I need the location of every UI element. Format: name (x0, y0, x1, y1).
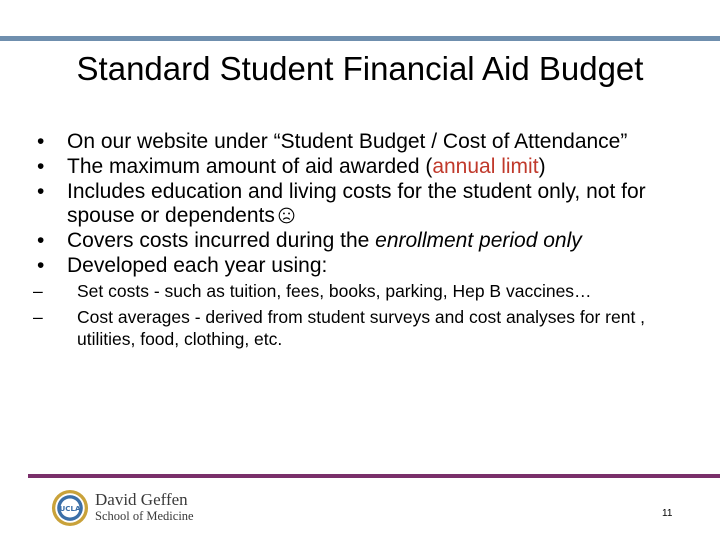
bullet-text-before: Covers costs incurred during the (67, 229, 376, 252)
bullet-marker: • (37, 155, 45, 178)
bullet-item (36, 229, 696, 253)
bullet-marker: • (37, 229, 45, 252)
slide-title: Standard Student Financial Aid Budget (76, 50, 644, 87)
logo-text (95, 491, 194, 525)
bullet-marker: • (37, 130, 45, 153)
bullet-item (36, 130, 696, 154)
slide-body (33, 130, 696, 354)
annual-limit-highlight: annual limit (432, 155, 539, 178)
page-number: 11 (662, 508, 673, 519)
logo-line2: School of Medicine (95, 509, 194, 523)
frown-icon (278, 207, 295, 224)
bullet-item (36, 180, 696, 228)
bullet-text: Developed each year using: (67, 254, 328, 277)
bullet-text-after: ) (538, 155, 546, 178)
bullet-text: Includes education and living costs for the student only, not for spouse or dependents (67, 180, 646, 227)
sub-bullet-text: Set costs - such as tuition, fees, books, parking, Hep B vaccines… (77, 281, 592, 301)
sub-bullet-list (33, 280, 696, 350)
bullet-item (36, 155, 696, 179)
ucla-seal-icon (51, 489, 89, 527)
sub-bullet-marker: – (33, 307, 43, 327)
sub-bullet-text: Cost averages - derived from student surveys and cost analyses for rent , utilities, food, clothing, etc. (77, 307, 646, 349)
bullet-marker: • (37, 180, 45, 203)
bullet-text-before: The maximum amount of aid awarded ( (67, 155, 433, 178)
seal-text: UCLA (59, 503, 81, 513)
sub-bullet-marker: – (33, 281, 43, 301)
footer-logo (51, 487, 194, 529)
enrollment-period-emphasis: enrollment period only (375, 229, 582, 252)
bullet-marker: • (37, 254, 45, 277)
logo-line1: David Geffen (95, 490, 188, 509)
bullet-list (36, 130, 696, 278)
bullet-text: On our website under “Student Budget / Cost of Attendance” (67, 130, 628, 153)
sub-bullet-item (33, 306, 696, 350)
bottom-rule (28, 474, 720, 478)
bullet-item (36, 254, 696, 278)
sub-bullet-item (33, 280, 696, 302)
top-rule (0, 36, 720, 41)
